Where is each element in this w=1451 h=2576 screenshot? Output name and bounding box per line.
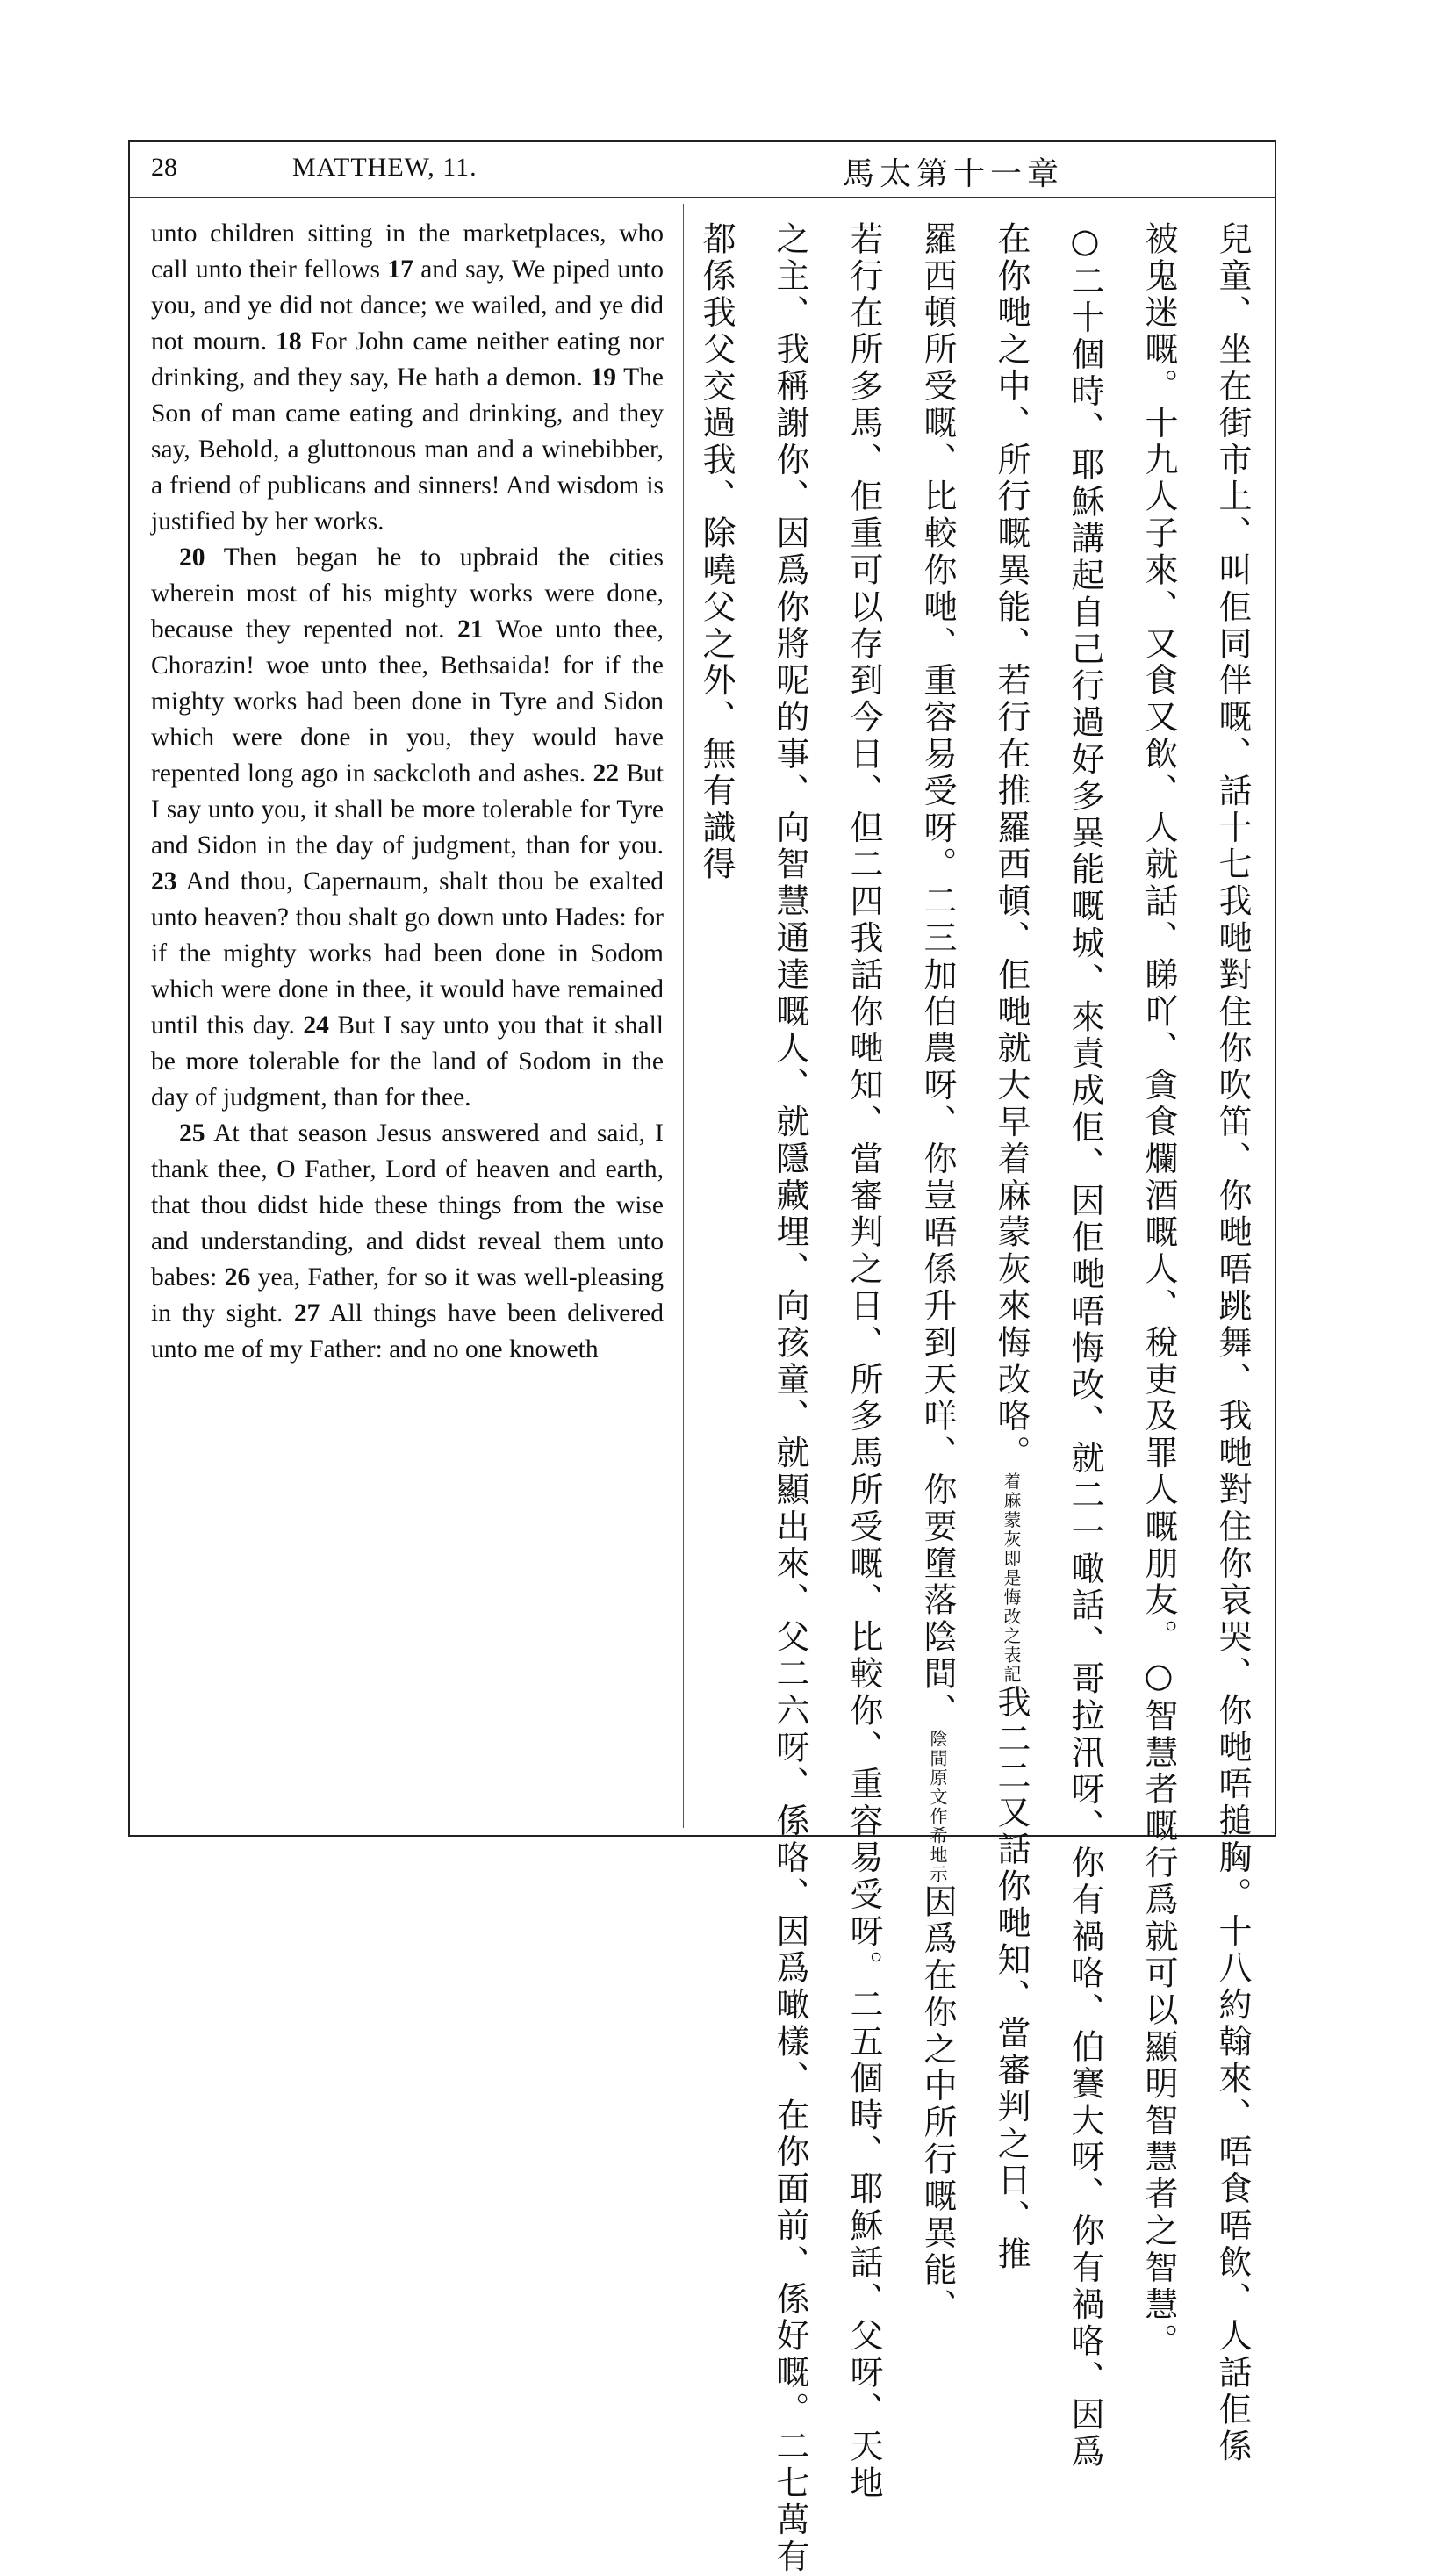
verse-text: yea, Father, for so it was well-pleasing in thy sight. xyxy=(151,1263,664,1328)
running-title-english: MATTHEW, 11. xyxy=(292,153,478,182)
verse-text: For John came neither eating nor drinking, and they say, He hath a demon. xyxy=(151,327,664,392)
verse-text: But I say unto you, it shall be more tolerable for Tyre and Sidon in the day of judgment, than for you. xyxy=(151,759,664,860)
english-paragraph xyxy=(151,216,664,540)
chinese-text: 羅西頓所受嘅、比較你哋、重容易受呀。二三加伯農呀、你豈唔係升到天咩、你要墮落陰間、 xyxy=(918,221,957,1730)
verse-number: 18 xyxy=(276,327,302,356)
verse-number: 23 xyxy=(151,867,177,896)
verse-text: Woe unto thee, Chorazin! woe unto thee, Bethsaida! for if the mighty works had been done in Tyre and Sidon which were done in you, they would have repented long ago in sackcloth and ashes. xyxy=(151,615,664,788)
chinese-column xyxy=(690,221,743,1819)
chinese-text: 我二二又話你哋知、當審判之日、推 xyxy=(992,1684,1031,2274)
verse-number: 19 xyxy=(590,363,617,392)
verse-text: and say, We piped unto you, and ye did not dance; we wailed, and ye did not mourn. xyxy=(151,255,664,356)
verse-text: At that season Jesus answered and said, I thank thee, O Father, Lord of heaven and earth, that thou didst hide these things from the wise and understanding, and didst reveal them unto babes: xyxy=(151,1119,664,1292)
verse-text: unto children sitting in the marketplaces, who call unto their fellows xyxy=(151,219,664,284)
verse-number: 22 xyxy=(593,759,619,788)
verse-number: 27 xyxy=(293,1299,320,1328)
verse-number: 20 xyxy=(179,543,205,572)
chinese-text: 若行在所多馬、佢重可以存到今日、但二四我話你哋知、當審判之日、所多馬所受嘅、比較你、重容易受呀。二五個時、耶穌話、父呀、天地 xyxy=(844,221,883,2502)
verse-text: All things have been delivered unto me of my Father: and no one knoweth xyxy=(151,1299,664,1364)
chinese-text: 兒童、坐在街市上、叫佢同伴嘅、話十七我哋對住你吹笛、你哋唔跳舞、我哋對住你哀哭、你哋唔搥胸。十八約翰來、唔食唔飲、人話佢係 xyxy=(1213,221,1252,2465)
chinese-column xyxy=(764,221,816,2576)
verse-number: 24 xyxy=(303,1011,329,1040)
verse-number: 26 xyxy=(224,1263,251,1292)
verse-text: The Son of man came eating and drinking, and they say, Behold, a gluttonous man and a winebibber, a friend of publicans and sinners! And wisdom is justified by her works. xyxy=(151,363,664,536)
chinese-column xyxy=(837,221,890,2502)
english-paragraph xyxy=(151,1116,664,1368)
chinese-gloss-note: 陰間原文作希地示 xyxy=(927,1729,948,1884)
chinese-gloss-note: 着麻蒙灰即是悔改之表記 xyxy=(1001,1471,1022,1685)
running-title-chinese: 馬太第十一章 xyxy=(843,156,1065,192)
english-paragraph xyxy=(151,540,664,1116)
english-text-column xyxy=(151,216,664,1368)
verse-number: 21 xyxy=(457,615,484,644)
chinese-column xyxy=(1132,221,1185,2361)
verse-text: Then began he to upbraid the cities wherein most of his mighty works were done, because they repented not. xyxy=(151,543,664,644)
chinese-text: 都係我父交過我、除嘵父之外、無有識得 xyxy=(697,221,736,884)
chinese-text: 之主、我稱謝你、因爲你將呢的事、向智慧通達嘅人、就隱藏埋、向孩童、就顯出來、父二六呀、係咯、因爲噉樣、在你面前、係好嘅。二七萬有 xyxy=(771,221,809,2576)
chinese-text: 因爲在你之中所行嘅異能、 xyxy=(918,1883,957,2326)
column-divider xyxy=(683,204,684,1828)
chinese-text-column xyxy=(697,221,1262,2576)
chinese-column xyxy=(1059,221,1111,2471)
verse-text: And thou, Capernaum, shalt thou be exalted unto heaven? thou shalt go down unto Hades: for if the mighty works had been done in Sodom which were done in thee, it would have remained until this day. xyxy=(151,867,664,1040)
chinese-column xyxy=(1206,221,1259,2465)
verse-text: But I say unto you that it shall be more tolerable for the land of Sodom in the day of judgment, than for thee. xyxy=(151,1011,664,1112)
chinese-column xyxy=(985,221,1038,2274)
chinese-column xyxy=(911,221,964,2326)
page-number: 28 xyxy=(151,153,177,182)
verse-number: 25 xyxy=(179,1119,205,1148)
chinese-text: 被鬼迷嘅。十九人子來、又食又飲、人就話、睇吖、貪食爛酒嘅人、稅吏及罪人嘅朋友。○智慧者嘅行爲就可以顯明智慧者之智慧。 xyxy=(1139,221,1178,2361)
chinese-text: 在你哋之中、所行嘅異能、若行在推羅西頓、佢哋就大早着麻蒙灰來悔改咯。 xyxy=(992,221,1031,1472)
page-frame xyxy=(128,140,1276,2576)
running-head xyxy=(130,142,1275,198)
verse-number: 17 xyxy=(387,255,413,284)
chinese-text: ○二十個時、耶穌講起自己行過好多異能嘅城、來責成佢、因佢哋唔悔改、就二一噉話、哥拉汛呀、你有禍咯、伯賽大呀、你有禍咯、因爲 xyxy=(1066,221,1104,2471)
